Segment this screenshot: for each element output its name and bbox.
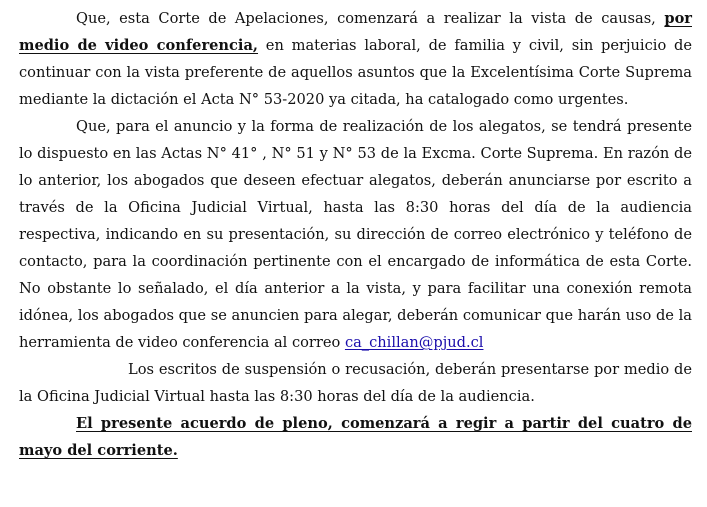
email-link[interactable]: ca_chillan@pjud.cl xyxy=(344,334,484,351)
p1-text-after: en materias laboral, de familia y civil, sin perjuicio de continuar con la vista preferente de aquellos asuntos que la Excelentísima Corte Suprema mediante la dictación el Acta N° 53-2020 ya citada, ha catalogado como urgentes. xyxy=(19,37,693,108)
p3-text: Los escritos de suspensión o recusación, deberán presentarse por medio de la Oficina Judicial Virtual hasta las 8:30 horas del día de la audiencia. xyxy=(19,361,692,405)
p1-emphasis: por medio de video conferencia, xyxy=(19,10,692,54)
p4-text: El presente acuerdo de pleno, comenzará a regir a partir del cuatro de mayo del corriente. xyxy=(19,415,692,459)
paragraph-suspension xyxy=(19,356,692,410)
paragraph-alegatos xyxy=(19,113,692,356)
paragraph-video-conference xyxy=(19,5,692,113)
paragraph-vigencia xyxy=(19,410,692,464)
p2-text-before: Que, para el anuncio y la forma de realización de los alegatos, se tendrá presente lo dispuesto en las Actas N° 41° , N° 51 y N° 53 de la Excma. Corte Suprema. En razón de lo anterior, los abogados que deseen efectuar alegatos, deberán anunciarse por escrito a través de la Oficina Judicial Virtual, hasta las 8:30 horas del día de la audiencia respectiva, indicando en su presentación, su dirección de correo electrónico y teléfono de contacto, para la coordinación pertinente con el encargado de informática de esta Corte. No obstante lo señalado, el día anterior a la vista, y para facilitar una conexión remota idónea, los abogados que se anuncien para alegar, deberán comunicar que harán uso de la herramienta de video conferencia al correo xyxy=(19,118,692,351)
document-page xyxy=(19,5,692,464)
p1-text-before: Que, esta Corte de Apelaciones, comenzará a realizar la vista de causas, xyxy=(76,10,665,27)
